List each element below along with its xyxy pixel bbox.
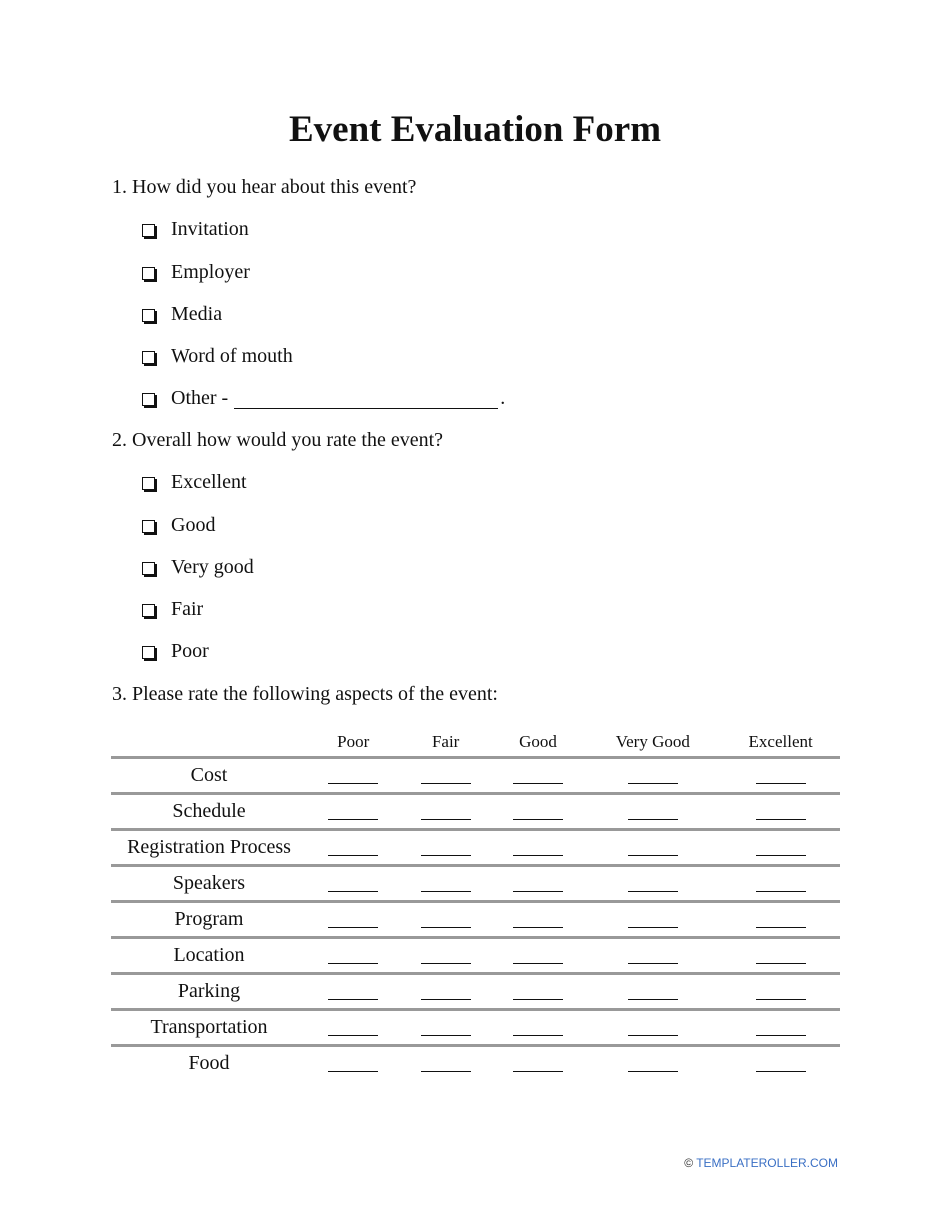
question-1: 1. How did you hear about this event? xyxy=(112,176,417,198)
rating-blank[interactable] xyxy=(421,985,471,1000)
rating-blank[interactable] xyxy=(513,949,563,964)
checkbox-icon[interactable] xyxy=(142,646,155,659)
table-row xyxy=(111,866,840,902)
table-row xyxy=(111,974,840,1010)
aspect-label: Transportation xyxy=(111,1010,307,1046)
rating-blank[interactable] xyxy=(756,949,806,964)
col-header-excellent: Excellent xyxy=(748,732,813,751)
aspect-label: Cost xyxy=(111,758,307,794)
aspect-label: Registration Process xyxy=(111,830,307,866)
rating-blank[interactable] xyxy=(628,769,678,784)
table-row xyxy=(111,1046,840,1081)
rating-blank[interactable] xyxy=(756,985,806,1000)
q2-option-good[interactable] xyxy=(142,514,215,537)
q1-option-word-of-mouth[interactable] xyxy=(142,345,293,368)
checkbox-icon[interactable] xyxy=(142,477,155,490)
aspect-header xyxy=(111,728,307,758)
rating-blank[interactable] xyxy=(756,805,806,820)
option-label: Word of mouth xyxy=(171,345,293,367)
rating-blank[interactable] xyxy=(628,913,678,928)
rating-blank[interactable] xyxy=(756,769,806,784)
rating-blank[interactable] xyxy=(756,841,806,856)
q1-option-invitation[interactable] xyxy=(142,218,249,241)
rating-blank[interactable] xyxy=(328,877,378,892)
rating-blank[interactable] xyxy=(628,841,678,856)
rating-blank[interactable] xyxy=(421,877,471,892)
rating-blank[interactable] xyxy=(756,913,806,928)
rating-blank[interactable] xyxy=(421,1021,471,1036)
rating-header-row xyxy=(111,728,840,758)
table-row xyxy=(111,1010,840,1046)
col-header-poor: Poor xyxy=(337,732,370,751)
aspect-label: Location xyxy=(111,938,307,974)
option-label: Very good xyxy=(171,556,254,578)
other-input-line[interactable] xyxy=(234,388,498,409)
rating-blank[interactable] xyxy=(756,877,806,892)
rating-blank[interactable] xyxy=(328,1021,378,1036)
rating-blank[interactable] xyxy=(421,769,471,784)
aspect-label: Schedule xyxy=(111,794,307,830)
rating-blank[interactable] xyxy=(513,1057,563,1072)
checkbox-icon[interactable] xyxy=(142,520,155,533)
checkbox-icon[interactable] xyxy=(142,309,155,322)
question-2: 2. Overall how would you rate the event? xyxy=(112,429,444,451)
q2-option-excellent[interactable] xyxy=(142,471,247,494)
rating-blank[interactable] xyxy=(513,1021,563,1036)
rating-blank[interactable] xyxy=(628,985,678,1000)
q1-option-employer[interactable] xyxy=(142,261,250,284)
aspect-label: Parking xyxy=(111,974,307,1010)
q2-option-poor[interactable] xyxy=(142,640,209,663)
table-row xyxy=(111,794,840,830)
checkbox-icon[interactable] xyxy=(142,393,155,406)
page-title: Event Evaluation Form xyxy=(288,109,662,150)
col-header-very-good: Very Good xyxy=(615,732,690,751)
table-row xyxy=(111,758,840,794)
rating-table xyxy=(111,728,840,1080)
rating-blank[interactable] xyxy=(513,805,563,820)
option-label: Poor xyxy=(171,640,209,662)
option-label: Fair xyxy=(171,598,204,620)
rating-blank[interactable] xyxy=(513,877,563,892)
rating-blank[interactable] xyxy=(328,841,378,856)
col-header-good: Good xyxy=(519,732,557,751)
rating-blank[interactable] xyxy=(628,1057,678,1072)
rating-blank[interactable] xyxy=(328,949,378,964)
rating-blank[interactable] xyxy=(328,913,378,928)
rating-blank[interactable] xyxy=(421,1057,471,1072)
rating-blank[interactable] xyxy=(628,805,678,820)
q1-option-other[interactable] xyxy=(142,387,505,410)
rating-blank[interactable] xyxy=(513,769,563,784)
checkbox-icon[interactable] xyxy=(142,267,155,280)
templateroller-link[interactable]: TEMPLATEROLLER.COM xyxy=(696,1156,838,1170)
col-header-fair: Fair xyxy=(431,732,460,751)
rating-blank[interactable] xyxy=(421,805,471,820)
rating-blank[interactable] xyxy=(756,1057,806,1072)
rating-blank[interactable] xyxy=(513,913,563,928)
table-row xyxy=(111,938,840,974)
q1-option-media[interactable] xyxy=(142,303,222,326)
option-label: Other - xyxy=(171,387,229,409)
question-3: 3. Please rate the following aspects of the event: xyxy=(112,683,498,705)
aspect-label: Speakers xyxy=(111,866,307,902)
rating-blank[interactable] xyxy=(628,1021,678,1036)
rating-blank[interactable] xyxy=(328,769,378,784)
aspect-label: Program xyxy=(111,902,307,938)
q2-option-fair[interactable] xyxy=(142,598,203,621)
checkbox-icon[interactable] xyxy=(142,604,155,617)
rating-blank[interactable] xyxy=(421,949,471,964)
option-label: Invitation xyxy=(171,218,249,240)
rating-blank[interactable] xyxy=(756,1021,806,1036)
rating-blank[interactable] xyxy=(628,949,678,964)
other-suffix: . xyxy=(500,387,506,409)
rating-blank[interactable] xyxy=(628,877,678,892)
option-label: Good xyxy=(171,514,216,536)
checkbox-icon[interactable] xyxy=(142,351,155,364)
rating-blank[interactable] xyxy=(421,913,471,928)
option-label: Media xyxy=(171,303,223,325)
checkbox-icon[interactable] xyxy=(142,224,155,237)
rating-blank[interactable] xyxy=(513,841,563,856)
rating-blank[interactable] xyxy=(421,841,471,856)
aspect-label: Food xyxy=(111,1046,307,1081)
option-label: Excellent xyxy=(171,471,247,493)
q2-option-very-good[interactable] xyxy=(142,556,254,579)
rating-blank[interactable] xyxy=(328,985,378,1000)
option-label: Employer xyxy=(171,261,250,283)
copyright-symbol: © xyxy=(684,1156,694,1170)
rating-blank[interactable] xyxy=(328,805,378,820)
rating-blank[interactable] xyxy=(328,1057,378,1072)
table-row xyxy=(111,830,840,866)
footer xyxy=(684,1156,838,1170)
checkbox-icon[interactable] xyxy=(142,562,155,575)
rating-blank[interactable] xyxy=(513,985,563,1000)
table-row xyxy=(111,902,840,938)
